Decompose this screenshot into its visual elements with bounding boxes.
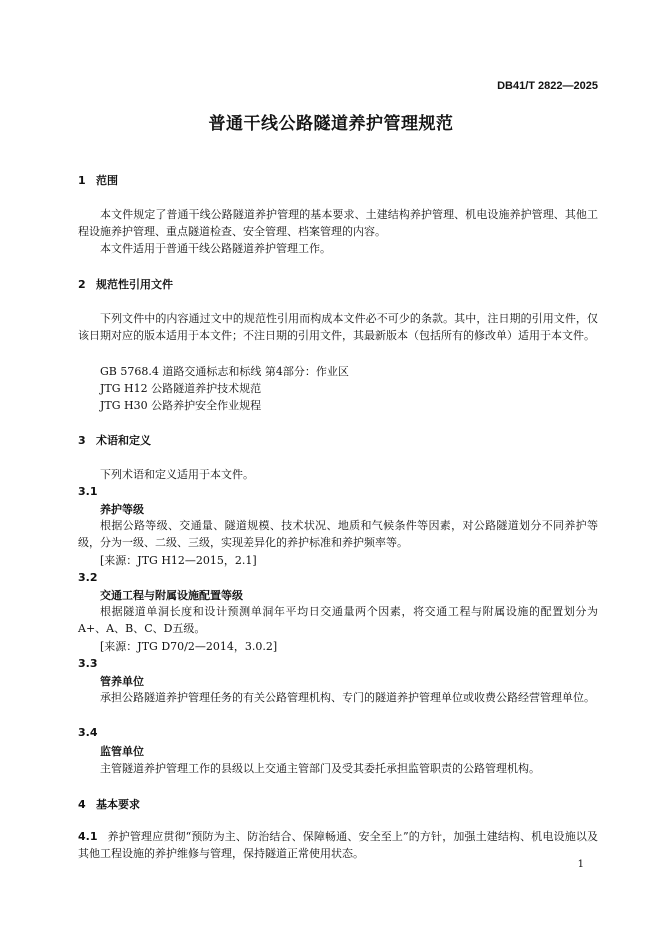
section-2-paragraph-1: 下列文件中的内容通过文中的规范性引用而构成本文件必不可少的条款。其中，注日期的引用文件，仅该日期对应的版本适用于本文件；不注日期的引用文件，其最新版本（包括所有的修改单）适用于本文件。	[78, 312, 598, 342]
term-definition: 承担公路隧道养护管理任务的有关公路管理机构、专门的隧道养护管理单位或收费公路经营管理单位。	[100, 691, 595, 704]
term-name: 养护等级	[100, 503, 144, 516]
term-number: 3.1	[78, 485, 98, 498]
term-number: 3.4	[78, 726, 98, 739]
term-source: [来源：JTG D70/2—2014，3.0.2]	[100, 640, 278, 653]
section-1-paragraph-2: 本文件适用于普通干线公路隧道养护管理工作。	[100, 242, 331, 255]
term-number: 3.2	[78, 571, 98, 584]
page-number: 1	[577, 859, 584, 870]
clause-number: 4.1	[78, 830, 98, 843]
section-4-heading: 4 基本要求	[78, 798, 140, 811]
term-definition: 根据隧道单洞长度和设计预测单洞年平均日交通量两个因素，将交通工程与附属设施的配置划分为A+、A、B、C、D五级。	[78, 605, 598, 635]
term-name: 监管单位	[100, 745, 144, 758]
term-definition: 根据公路等级、交通量、隧道规模、技术状况、地质和气候条件等因素，对公路隧道划分不同养护等级，分为一级、二级、三级，实现差异化的养护标准和养护频率等。	[78, 519, 598, 549]
reference-item: JTG H12 公路隧道养护技术规范	[100, 382, 262, 395]
section-1-heading: 1 范围	[78, 174, 118, 187]
section-3-heading: 3 术语和定义	[78, 434, 151, 447]
clause-4-1	[78, 828, 598, 862]
term-definition: 主管隧道养护管理工作的县级以上交通主管部门及受其委托承担监管职责的公路管理机构。	[100, 762, 540, 775]
clause-text: 养护管理应贯彻“预防为主、防治结合、保障畅通、安全至上”的方针，加强土建结构、机电设施以及其他工程设施的养护维修与管理，保持隧道正常使用状态。	[78, 830, 598, 860]
term-number: 3.3	[78, 657, 98, 670]
document-number: DB41/T 2822—2025	[497, 80, 598, 92]
term-name: 管养单位	[100, 675, 144, 688]
section-1-paragraph-1: 本文件规定了普通干线公路隧道养护管理的基本要求、土建结构养护管理、机电设施养护管理、其他工程设施养护管理、重点隧道检查、安全管理、档案管理的内容。	[78, 208, 598, 238]
reference-item: JTG H30 公路养护安全作业规程	[100, 399, 262, 412]
section-2-heading: 2 规范性引用文件	[78, 278, 173, 291]
reference-item: GB 5768.4 道路交通标志和标线 第4部分：作业区	[100, 365, 349, 378]
term-name: 交通工程与附属设施配置等级	[100, 589, 243, 602]
term-source: [来源：JTG H12—2015，2.1]	[100, 554, 257, 567]
section-3-intro: 下列术语和定义适用于本文件。	[100, 468, 254, 481]
document-title: 普通干线公路隧道养护管理规范	[208, 114, 454, 134]
